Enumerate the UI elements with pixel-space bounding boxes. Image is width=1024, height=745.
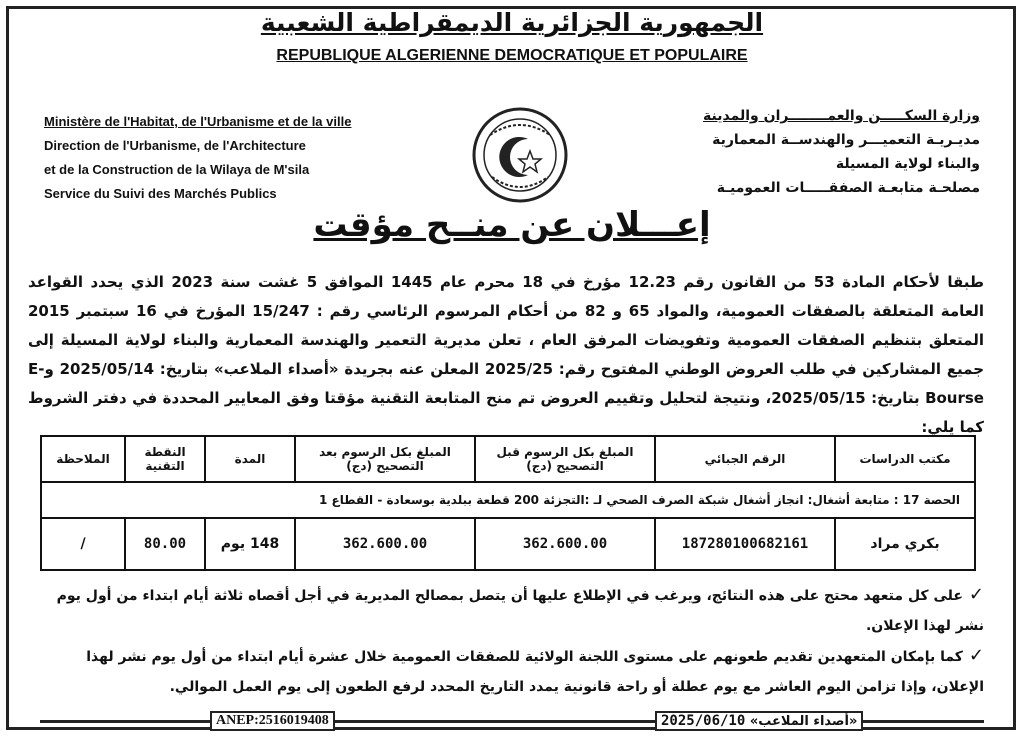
ministry-block-ar (620, 104, 980, 200)
table-header-row (41, 436, 975, 482)
table-lot-row (41, 482, 975, 518)
note-text-1: على كل متعهد محتج على هذه النتائج، ويرغب في الإطلاع عليها أن يتصل بمصالح المديرية في أجل أقصاه ثلاثة أيام ابتداء من أول يوم نشر لهذا الإعلان. (56, 588, 984, 634)
publication-stamp (655, 711, 863, 731)
notes-list (30, 580, 984, 702)
table-row (41, 518, 975, 570)
anep-reference: ANEP:2516019408 (210, 711, 335, 731)
header-note: الملاحظة (41, 436, 125, 482)
cell-amount-before: 362.600.00 (475, 518, 655, 570)
header-amount-before: المبلغ بكل الرسوم قبل التصحيح (دج) (475, 436, 655, 482)
header-amount-after: المبلغ بكل الرسوم بعد التصحيح (دج) (295, 436, 475, 482)
header-tax-id: الرقم الجبائي (655, 436, 835, 482)
ministry-line-4: Service du Suivi des Marchés Publics (44, 186, 277, 201)
results-table (40, 435, 976, 571)
header-title-ar: الجمهورية الجزائرية الديمقراطية الشعبية (260, 8, 764, 37)
note-item (30, 641, 984, 702)
ministry-block-fr (44, 110, 444, 206)
ministry-line-ar-1: وزارة السكـــــن والعمــــــــران والمدينة (703, 108, 980, 124)
national-emblem-icon (470, 105, 570, 205)
note-item (30, 580, 984, 641)
checkmark-icon: ✓ (968, 645, 984, 666)
ministry-line-3: et de la Construction de la Wilaya de M'sila (44, 162, 310, 177)
ministry-line-ar-3: والبناء لولاية المسيلة (835, 156, 980, 172)
ministry-line-1: Ministère de l'Habitat, de l'Urbanisme et de la ville (44, 114, 352, 129)
cell-tech-score: 80.00 (125, 518, 205, 570)
ministry-line-ar-2: مديـريـة التعميـــر والهندســة المعمارية (712, 132, 980, 148)
cell-duration: 148 يوم (205, 518, 295, 570)
ministry-line-ar-4: مصلحـة متابعـة الصفقـــــات العموميـة (716, 180, 980, 196)
announcement-title: إعـــلان عن منــح مؤقت (313, 205, 711, 245)
cell-note: / (41, 518, 125, 570)
ministry-line-2: Direction de l'Urbanisme, de l'Architecture (44, 138, 306, 153)
cell-amount-after: 362.600.00 (295, 518, 475, 570)
header-office: مكتب الدراسات (835, 436, 975, 482)
checkmark-icon: ✓ (968, 584, 984, 605)
cell-office: بكري مراد (835, 518, 975, 570)
cell-tax-id: 187280100682161 (655, 518, 835, 570)
publication-date: 2025/06/10 (661, 713, 746, 729)
header-tech-score: النقطة التقنية (125, 436, 205, 482)
note-text-2: كما بإمكان المتعهدين تقديم طعونهم على مستوى اللجنة الولائية للصفقات العمومية خلال عشرة أيام ابتداء من أول يوم نشر لهذا الإعلان، وإذا تزامن اليوم العاشر مع يوم عطلة أو راحة قانونية يمدد التاريخ المحدد لرفع الطعون إلى يوم العمل الموالي. (86, 649, 984, 695)
publication-name: «أصداء الملاعب» (749, 714, 858, 729)
header-duration: المدة (205, 436, 295, 482)
lot-description: الحصة 17 : متابعة أشغال: انجاز أشغال شبكة الصرف الصحي لـ :التجزئة 200 قطعة ببلدية بوسعادة - القطاع 1 (41, 482, 975, 518)
header-title-fr: REPUBLIQUE ALGERIENNE DEMOCRATIQUE ET POPULAIRE (276, 47, 748, 64)
announcement-body: طبقا لأحكام المادة 53 من القانون رقم 12.23 مؤرخ في 18 محرم عام 1445 الموافق 5 غشت سنة 2023 الذي يحدد القواعد العامة المتعلقة بالصفقات العمومية، والمواد 65 و 82 من أحكام المرسوم الرئاسي رقم : 15/247 المؤرخ في 16 سبتمبر 2015 المتعلق بتنظيم الصفقات العمومية وتفويضات المرفق العام ، تعلن مديرية التعمير والهندسة المعمارية والبناء لولاية المسيلة إلى جميع المشاركين في طلب العروض الوطني المفتوح رقم: 2025/25 المعلن عنه بجريدة «أصداء الملاعب» بتاريخ: 2025/05/14 وE-Bourse بتاريخ: 2025/05/15، ونتيجة لتحليل وتقييم العروض تم منح المتابعة التقنية مؤقتا وفق المعايير المحددة في دفتر الشروط كما يلي: (28, 273, 985, 436)
